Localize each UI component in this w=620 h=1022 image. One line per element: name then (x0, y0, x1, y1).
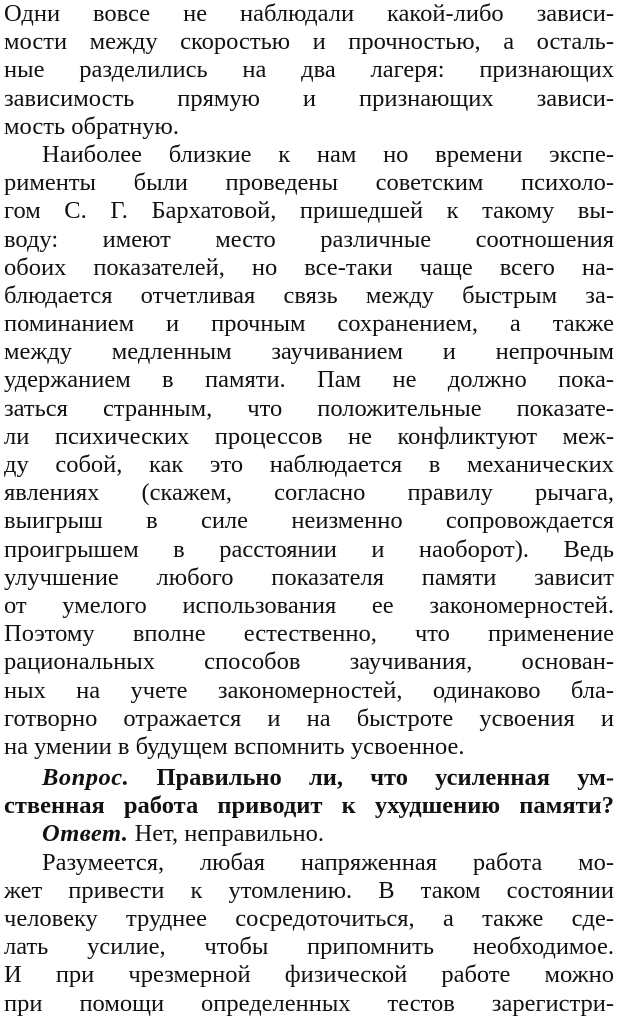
text-line: готворно отражается и на быстроте усвоения и (4, 704, 614, 732)
text-line: мости между скоростью и прочностью, а осталь- (4, 28, 614, 56)
text-line: проигрышем в расстоянии и наоборот). Ведь (4, 535, 614, 563)
text-line: ных на учете закономерностей, одинаково бла- (4, 676, 614, 704)
text-line: И при чрезмерной физической работе можно (4, 961, 614, 989)
text-line: удержанием в памяти. Пам не должно пока- (4, 366, 614, 394)
answer-text: Нет, неправильно. (134, 820, 325, 848)
text-line: человеку труднее сосредоточиться, а также сде- (4, 905, 614, 932)
paragraph-3 (4, 849, 614, 1018)
text-line: лать усилие, чтобы припомнить необходимое. (4, 933, 614, 961)
text-line: явлениях (скажем, согласно правилу рычага, (4, 479, 614, 507)
text-line: выигрыш в силе неизменно сопровождается (4, 507, 614, 535)
answer-block (4, 820, 614, 848)
document-page (4, 0, 614, 1018)
text-line: ду собой, как это наблюдается в механических (4, 451, 614, 478)
answer-line (4, 820, 614, 848)
paragraph-2 (4, 141, 614, 761)
text-line: блюдается отчетливая связь между быстрым за- (4, 281, 614, 309)
text-line: Разумеется, любая напряженная работа мо- (42, 848, 614, 876)
text-line: рименты были проведены советским психоло- (4, 169, 614, 197)
paragraph-1 (4, 0, 614, 141)
text-line: ли психических процессов не конфликтуют меж- (4, 422, 614, 450)
text-line: улучшение любого показателя памяти зависит (4, 563, 614, 591)
text-line: воду: имеют место различные соотношения (4, 225, 614, 253)
text-line: поминанием и прочным сохранением, а также (4, 310, 614, 338)
text-line: мость обратную. (4, 112, 179, 140)
question-text: Правильно ли, что усиленная ум- (156, 764, 615, 792)
question-line: ственная работа приводит к ухудшению памяти? (4, 792, 614, 820)
text-line: обоих показателей, но все-таки чаще всего на- (4, 253, 614, 281)
text-line: ные разделились на два лагеря: признающих (4, 56, 614, 84)
question-block (4, 764, 614, 820)
text-line: при помощи определенных тестов зарегистри- (4, 989, 614, 1017)
text-line: зависимость прямую и признающих зависи- (4, 84, 614, 112)
text-line: заться странным, что положительные показате- (4, 394, 614, 422)
text-line: Одни вовсе не наблюдали какой-либо зависи- (4, 0, 614, 27)
text-line: жет привести к утомлению. В таком состоянии (4, 876, 614, 904)
text-line: между медленным заучиванием и непрочным (4, 338, 614, 366)
text-line: на умении в будущем вспомнить усвоенное. (4, 732, 465, 760)
text-line: Поэтому вполне естественно, что применение (4, 620, 614, 648)
answer-label: Ответ. (42, 820, 129, 848)
text-line: Наиболее близкие к нам но времени экспе- (42, 140, 614, 168)
text-line: гом С. Г. Бархатовой, пришедшей к такому вы- (4, 197, 614, 225)
question-line (4, 764, 614, 792)
question-label: Вопрос. (42, 764, 130, 792)
text-line: от умелого использования ее закономерностей. (4, 591, 614, 619)
text-line: рациональных способов заучивания, основан- (4, 648, 614, 676)
